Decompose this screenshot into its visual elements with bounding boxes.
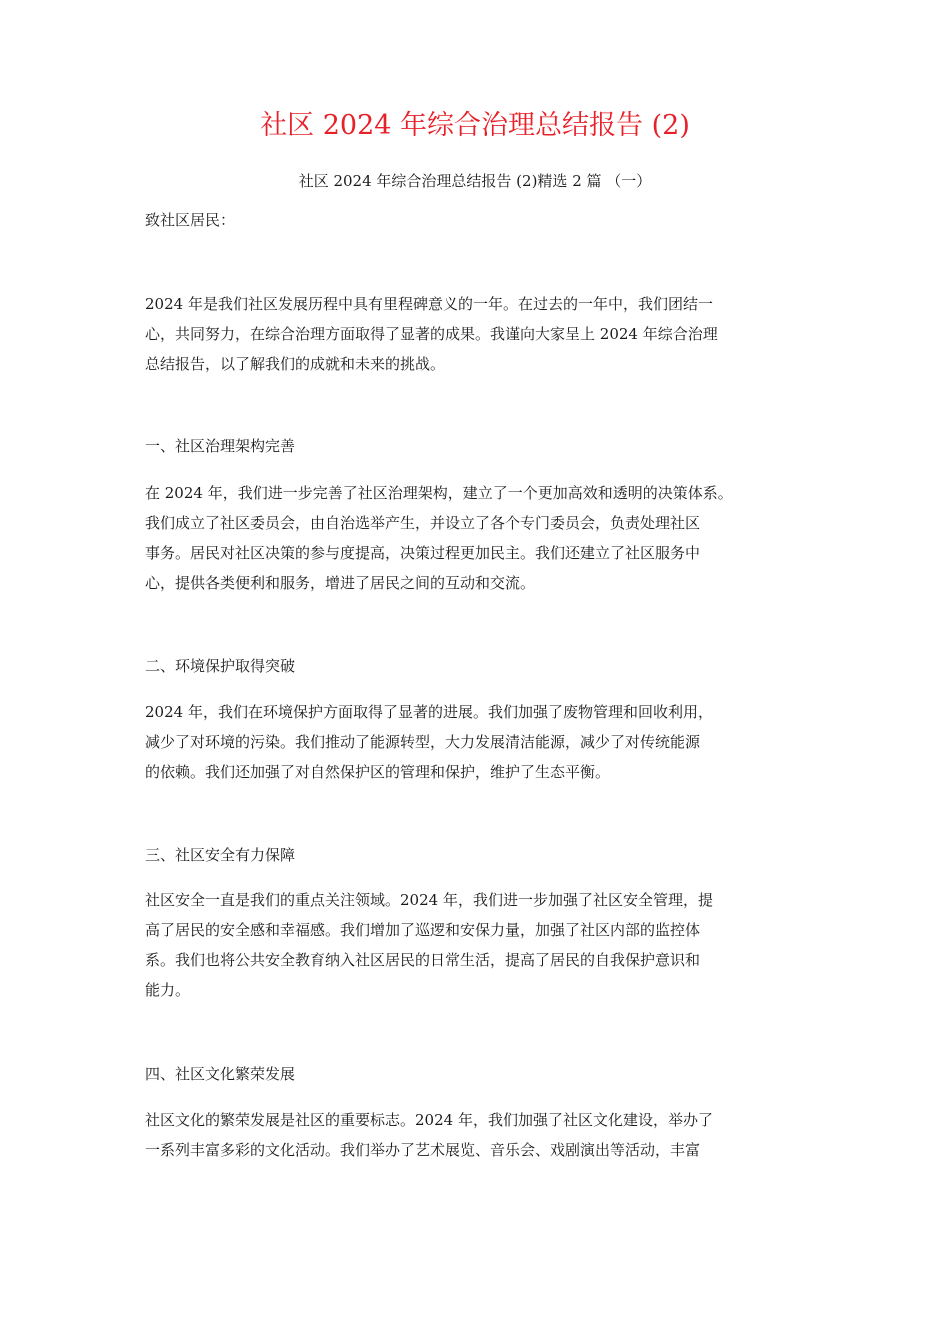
paragraph-line: 心，共同努力，在综合治理方面取得了显著的成果。我谨向大家呈上 2024 年综合治理 xyxy=(145,325,718,343)
paragraph-line: 能力。 xyxy=(145,981,191,999)
paragraph-line: 一系列丰富多彩的文化活动。我们举办了艺术展览、音乐会、戏剧演出等活动，丰富 xyxy=(145,1141,701,1159)
section-heading-safety: 三、社区安全有力保障 xyxy=(145,846,296,864)
paragraph-line: 的依赖。我们还加强了对自然保护区的管理和保护，维护了生态平衡。 xyxy=(145,763,611,781)
page-subtitle: 社区 2024 年综合治理总结报告 (2)精选 2 篇 （一） xyxy=(298,172,652,190)
greeting: 致社区居民： xyxy=(145,211,236,229)
paragraph-line: 社区安全一直是我们的重点关注领域。2024 年，我们进一步加强了社区安全管理，提 xyxy=(145,891,713,909)
paragraph-line: 我们成立了社区委员会，由自治选举产生，并设立了各个专门委员会，负责处理社区 xyxy=(145,514,701,532)
section-paragraph-culture xyxy=(145,1105,820,1165)
paragraph-line: 事务。居民对社区决策的参与度提高，决策过程更加民主。我们还建立了社区服务中 xyxy=(145,544,701,562)
section-heading-culture: 四、社区文化繁荣发展 xyxy=(145,1065,296,1083)
page-title: 社区 2024 年综合治理总结报告 (2) xyxy=(260,110,690,141)
paragraph-line: 社区文化的繁荣发展是社区的重要标志。2024 年，我们加强了社区文化建设，举办了 xyxy=(145,1111,713,1129)
section-heading-environment: 二、环境保护取得突破 xyxy=(145,657,296,675)
section-paragraph-environment xyxy=(145,697,820,787)
intro-paragraph xyxy=(145,289,820,379)
paragraph-line: 减少了对环境的污染。我们推动了能源转型，大力发展清洁能源，减少了对传统能源 xyxy=(145,733,701,751)
paragraph-line: 2024 年是我们社区发展历程中具有里程碑意义的一年。在过去的一年中，我们团结一 xyxy=(145,295,713,313)
paragraph-line: 总结报告，以了解我们的成就和未来的挑战。 xyxy=(145,355,446,373)
paragraph-line: 系。我们也将公共安全教育纳入社区居民的日常生活，提高了居民的自我保护意识和 xyxy=(145,951,701,969)
section-heading-governance: 一、社区治理架构完善 xyxy=(145,437,296,455)
paragraph-line: 心，提供各类便利和服务，增进了居民之间的互动和交流。 xyxy=(145,574,536,592)
paragraph-line: 高了居民的安全感和幸福感。我们增加了巡逻和安保力量，加强了社区内部的监控体 xyxy=(145,921,701,939)
paragraph-line: 2024 年，我们在环境保护方面取得了显著的进展。我们加强了废物管理和回收利用， xyxy=(145,703,713,721)
paragraph-line: 在 2024 年，我们进一步完善了社区治理架构，建立了一个更加高效和透明的决策体系。 xyxy=(145,484,733,502)
section-paragraph-governance xyxy=(145,478,820,598)
section-paragraph-safety xyxy=(145,885,820,1005)
